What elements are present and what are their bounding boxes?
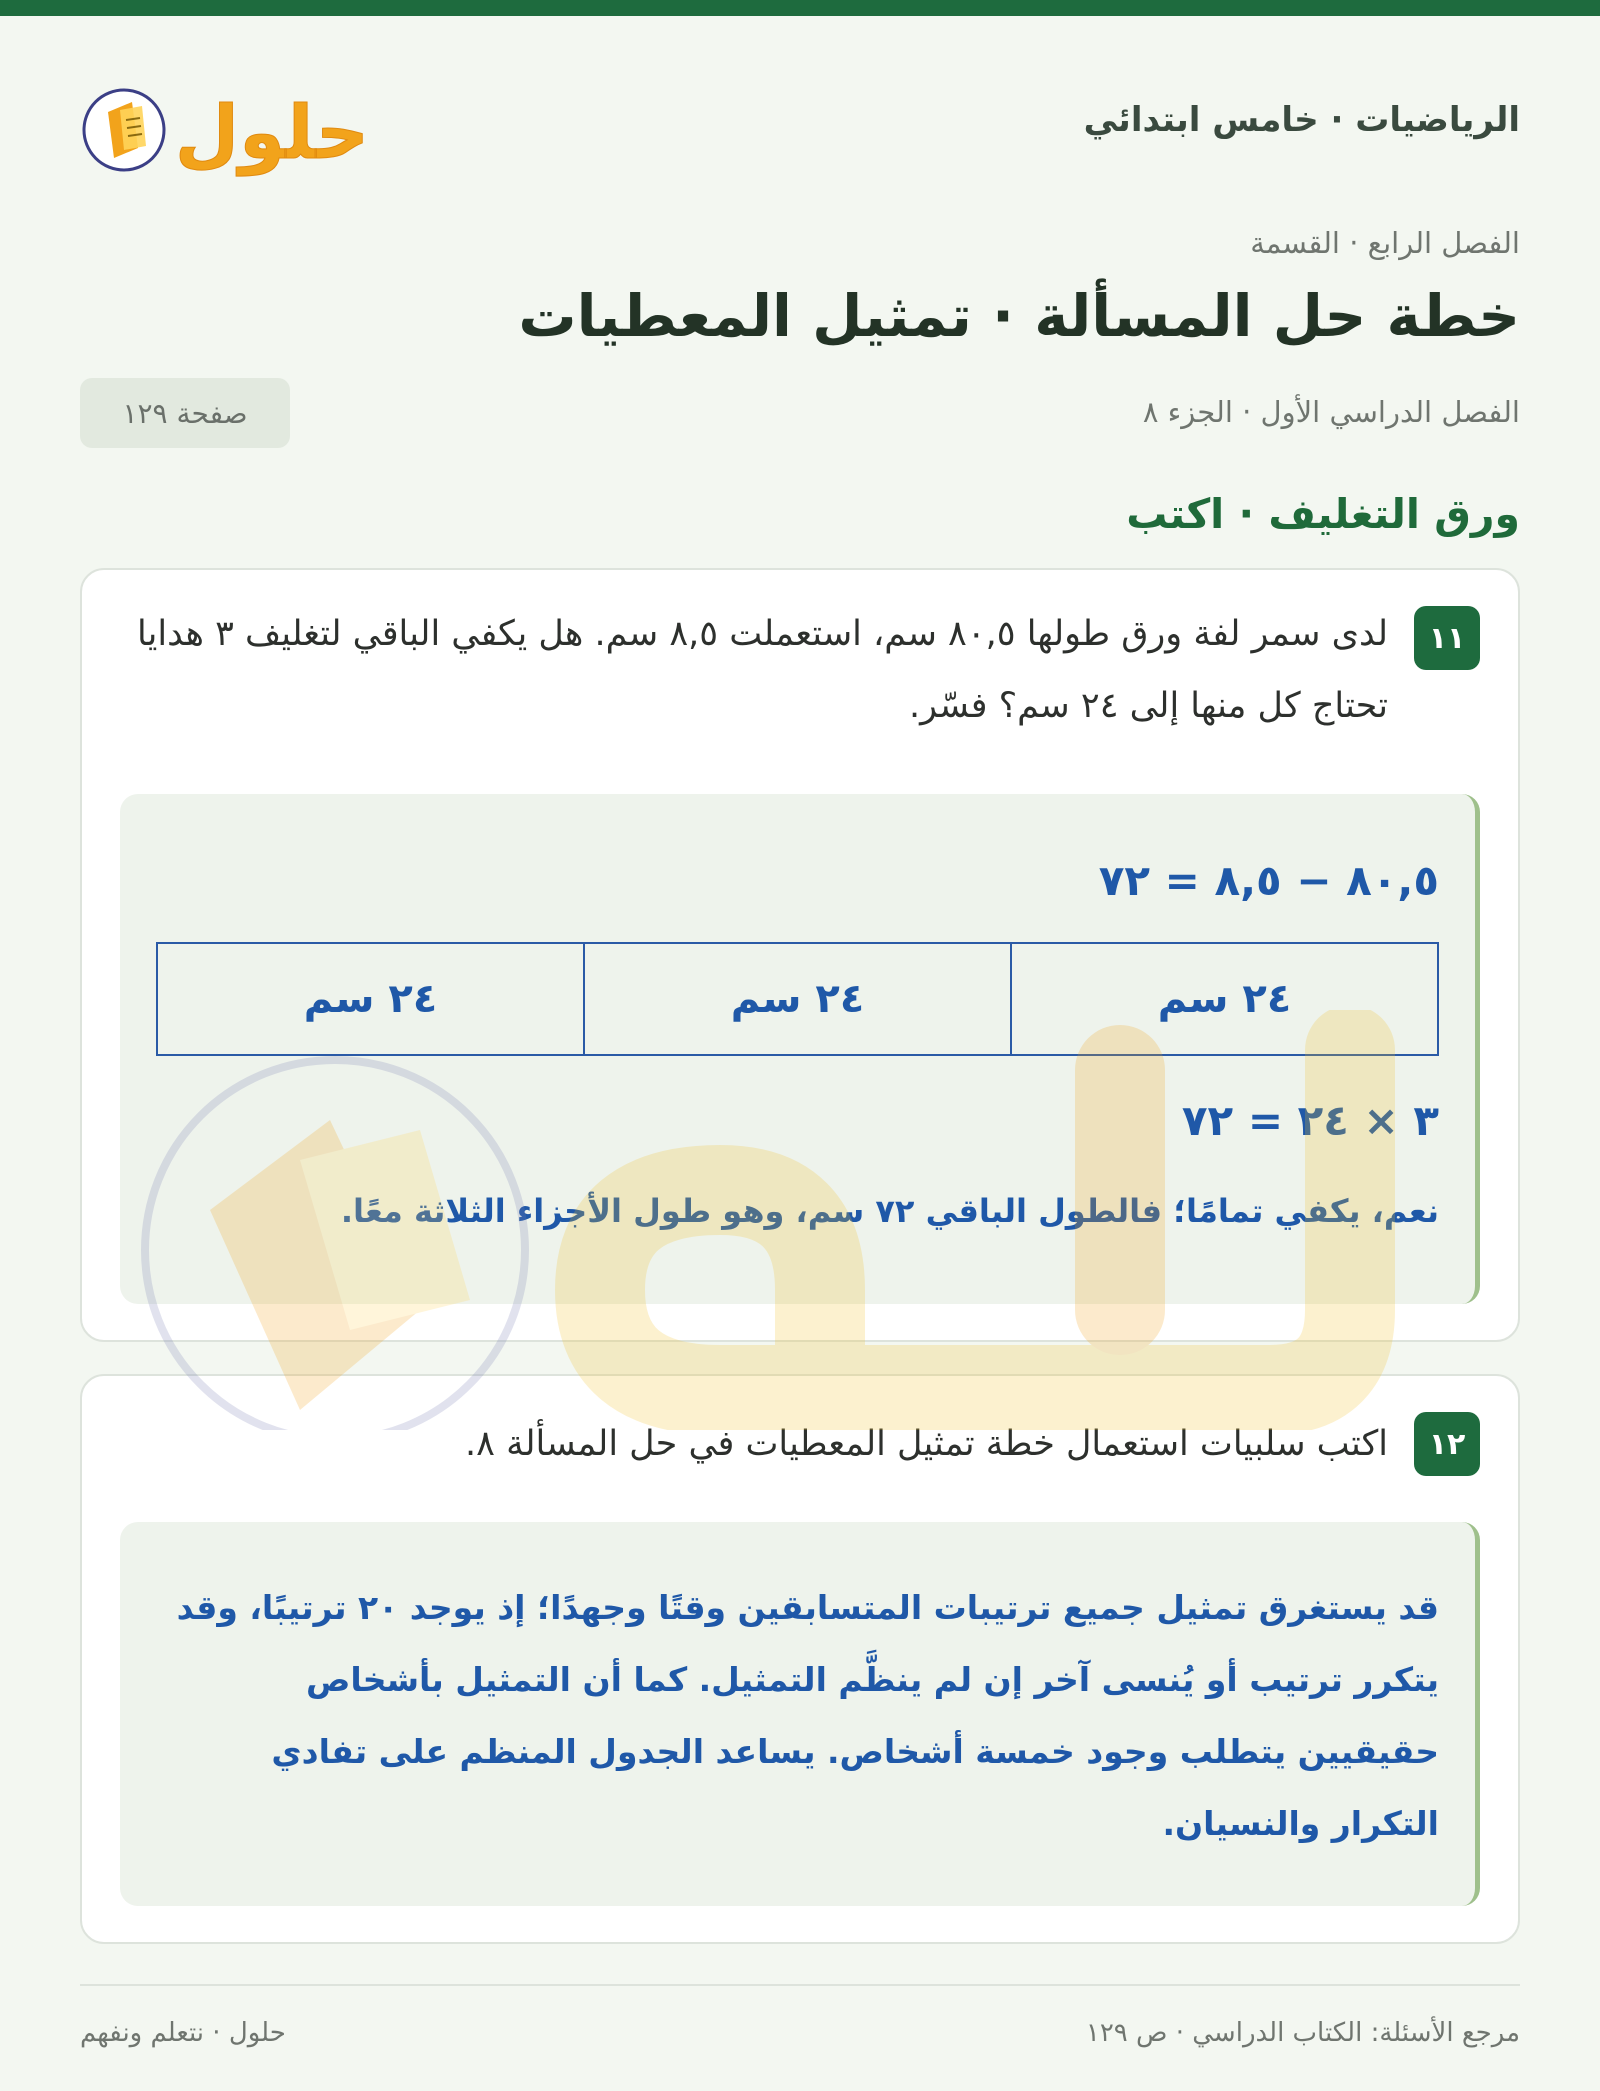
bar-model — [156, 942, 1439, 1056]
answer-box — [120, 1522, 1480, 1906]
question-card-11 — [80, 568, 1520, 1342]
footer-reference: مرجع الأسئلة: الكتاب الدراسي · ص ١٢٩ — [1085, 2018, 1520, 2048]
answer-box — [120, 794, 1480, 1304]
question-number: ١٢ — [1414, 1412, 1480, 1476]
page-header — [80, 60, 1520, 200]
multiplication-equation: ٣ × ٢٤ = ٧٢ — [1181, 1096, 1439, 1145]
bar-segment: ٢٤ سم — [583, 944, 1010, 1054]
page-title: خطة حل المسألة · تمثيل المعطيات — [518, 282, 1520, 350]
chapter-label: الفصل الرابع · القسمة — [1250, 226, 1520, 260]
footer-brand: حلول · نتعلم ونفهم — [80, 2018, 286, 2048]
question-number: ١١ — [1414, 606, 1480, 670]
bar-segment: ٢٤ سم — [1010, 944, 1437, 1054]
logo-text: حلول — [174, 90, 370, 176]
subject-label: الرياضيات · خامس ابتدائي — [1083, 100, 1520, 140]
question-card-12 — [80, 1374, 1520, 1944]
bar-segment: ٢٤ سم — [303, 976, 438, 1022]
subtraction-equation: ٨٠,٥ − ٨,٥ = ٧٢ — [1098, 856, 1439, 905]
question-text: لدى سمر لفة ورق طولها ٨٠,٥ سم، استعملت ٨,٥ سم. هل يكفي الباقي لتغليف ٣ هدايا تحتاج كل منها إلى ٢٤ سم؟ فسّر. — [137, 614, 1388, 726]
top-accent-bar — [0, 0, 1600, 16]
answer-conclusion: نعم، يكفي تمامًا؛ فالطول الباقي ٧٢ سم، وهو طول الأجزاء الثلاثة معًا. — [340, 1192, 1439, 1230]
page-badge: صفحة ١٢٩ — [80, 378, 290, 448]
book-logo-icon — [80, 60, 370, 200]
footer-divider — [80, 1984, 1520, 1986]
answer-text: قد يستغرق تمثيل جميع ترتيبات المتسابقين وقتًا وجهدًا؛ إذ يوجد ٢٠ ترتيبًا، وقد يتكرر ترتيب أو يُنسى آخر إن لم ينظَّم التمثيل. كما أن التمثيل بأشخاص حقيقيين يتطلب وجود خمسة أشخاص. يساعد الجدول المنظم على تفادي التكرار والنسيان. — [176, 1588, 1439, 1843]
question-text: اكتب سلبيات استعمال خطة تمثيل المعطيات في حل المسألة ٨. — [465, 1424, 1388, 1464]
section-title: ورق التغليف · اكتب — [1126, 490, 1520, 538]
term-label: الفصل الدراسي الأول · الجزء ٨ — [1142, 395, 1520, 429]
